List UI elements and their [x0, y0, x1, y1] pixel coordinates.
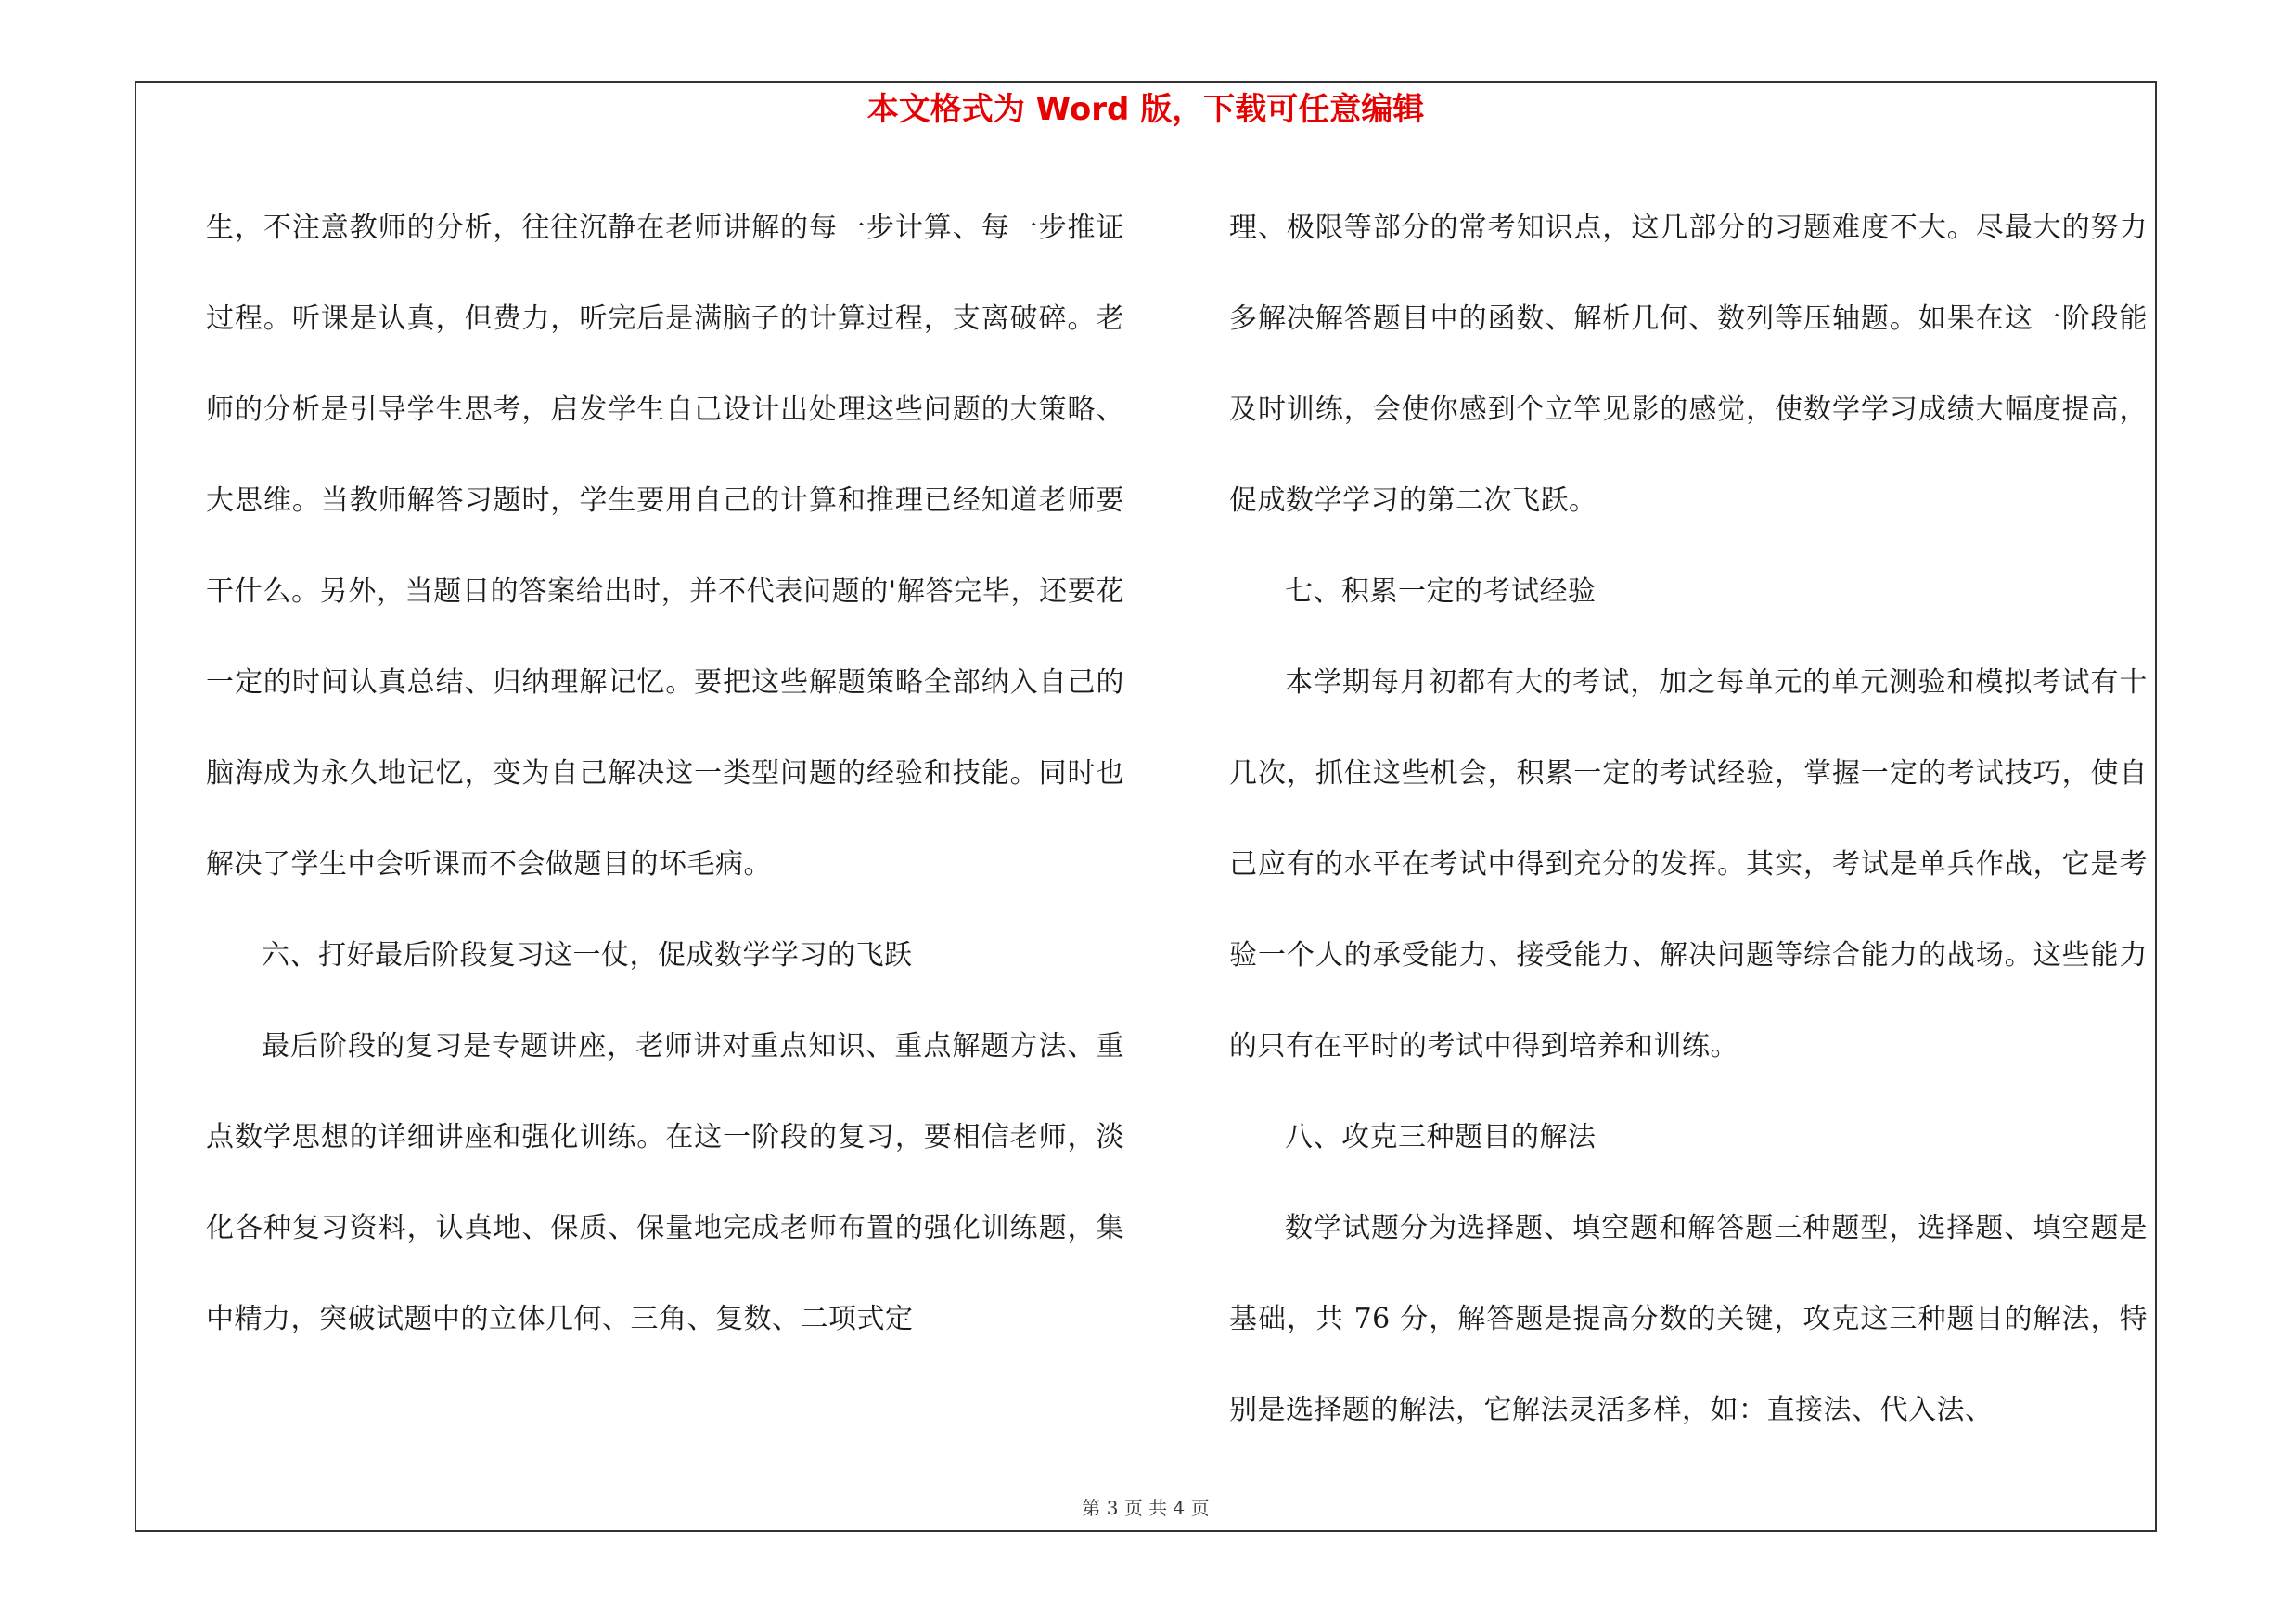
- paragraph: 本学期每月初都有大的考试，加之每单元的单元测验和模拟考试有十几次，抓住这些机会，积累一定的考试经验，掌握一定的考试技巧，使自己应有的水平在考试中得到充分的发挥。其实，考试是单兵作战，它是考验一个人的承受能力、接受能力、解决问题等综合能力的战场。这些能力的只有在平时的考试中得到培养和训练。: [1229, 666, 2148, 1063]
- section-heading-6: 六、打好最后阶段复习这一仗，促成数学学习的飞跃: [262, 939, 913, 972]
- format-notice-banner: 本文格式为 Word 版，下载可任意编辑: [866, 91, 1425, 128]
- paragraph: 最后阶段的复习是专题讲座，老师讲对重点知识、重点解题方法、重点数学思想的详细讲座和强化训练。在这一阶段的复习，要相信老师，淡化各种复习资料，认真地、保质、保量地完成老师布置的强化训练题，集中精力，突破试题中的立体几何、三角、复数、二项式定: [206, 1030, 1124, 1335]
- section-heading-7: 七、积累一定的考试经验: [1285, 575, 1597, 608]
- right-column: [1229, 183, 2148, 1456]
- left-column: [206, 183, 1124, 1365]
- page-number-footer: 第 3 页 共 4 页: [1082, 1497, 1210, 1519]
- section-heading-8: 八、攻克三种题目的解法: [1285, 1121, 1597, 1153]
- paragraph: 数学试题分为选择题、填空题和解答题三种题型，选择题、填空题是基础，共 76 分，解答题是提高分数的关键，攻克这三种题目的解法，特别是选择题的解法，它解法灵活多样，如：直接法、代入法、: [1229, 1212, 2148, 1426]
- paragraph: 理、极限等部分的常考知识点，这几部分的习题难度不大。尽最大的努力多解决解答题目中的函数、解析几何、数列等压轴题。如果在这一阶段能及时训练，会使你感到个立竿见影的感觉，使数学学习成绩大幅度提高，促成数学学习的第二次飞跃。: [1229, 212, 2148, 517]
- paragraph: 生，不注意教师的分析，往往沉静在老师讲解的每一步计算、每一步推证过程。听课是认真，但费力，听完后是满脑子的计算过程，支离破碎。老师的分析是引导学生思考，启发学生自己设计出处理这些问题的大策略、大思维。当教师解答习题时，学生要用自己的计算和推理已经知道老师要干什么。另外，当题目的答案给出时，并不代表问题的'解答完毕，还要花一定的时间认真总结、归纳理解记忆。要把这些解题策略全部纳入自己的脑海成为永久地记忆，变为自己解决这一类型问题的经验和技能。同时也解决了学生中会听课而不会做题目的坏毛病。: [206, 212, 1124, 881]
